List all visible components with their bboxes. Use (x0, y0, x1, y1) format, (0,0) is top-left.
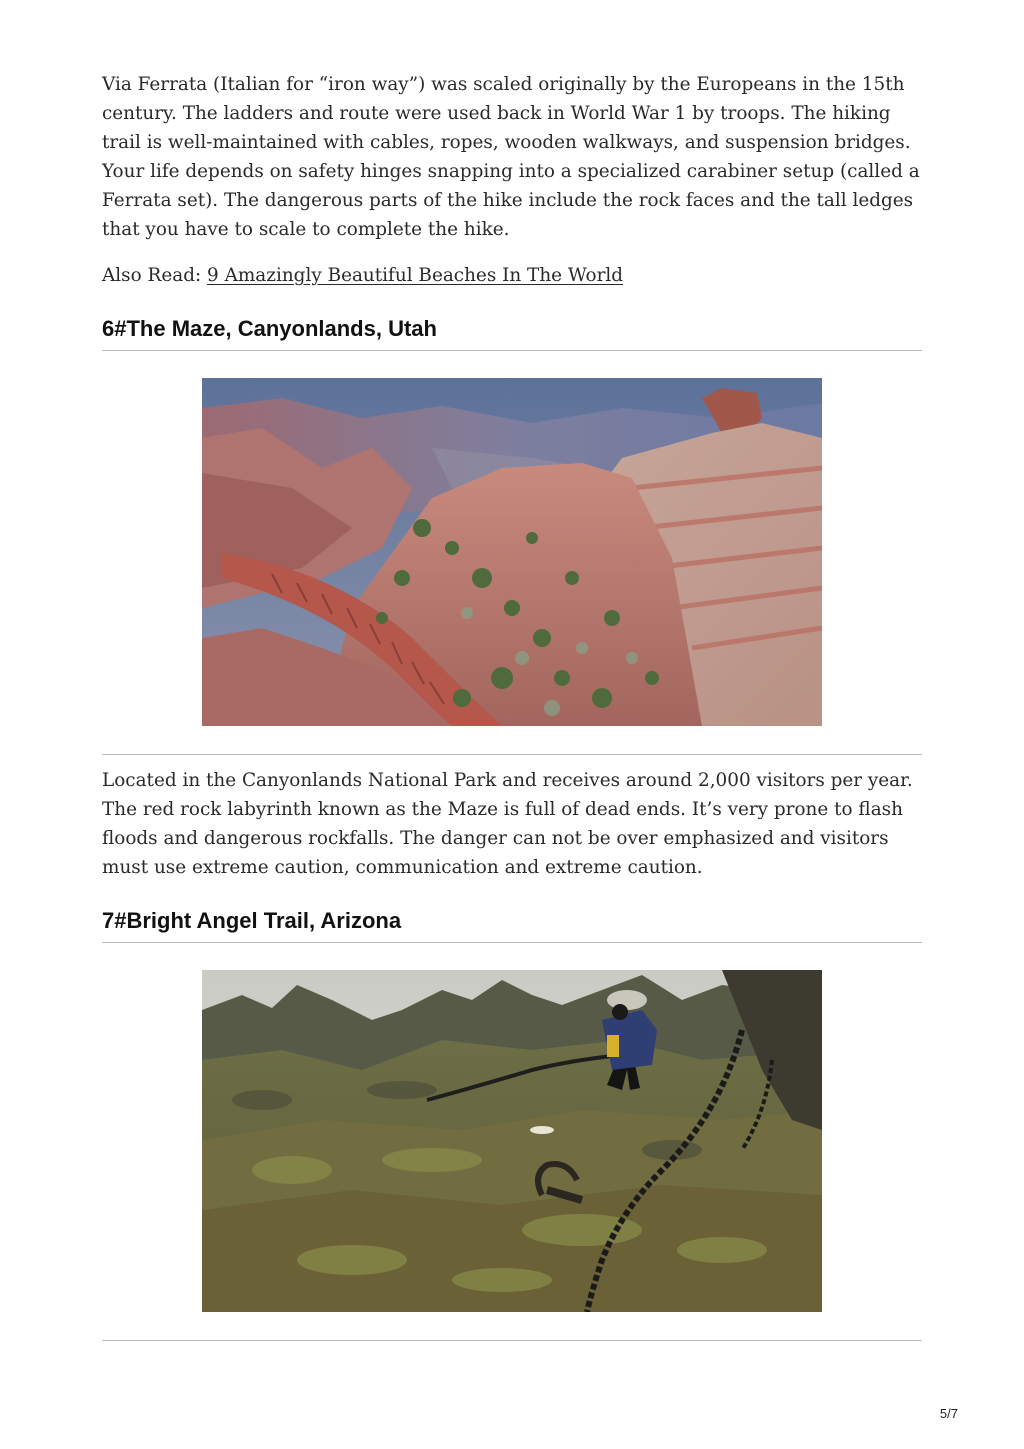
section-heading-maze: 6#The Maze, Canyonlands, Utah (102, 316, 922, 351)
also-read-link[interactable]: 9 Amazingly Beautiful Beaches In The World (207, 265, 624, 286)
section-heading-bright-angel: 7#Bright Angel Trail, Arizona (102, 908, 922, 943)
page-number: 5/7 (939, 1406, 958, 1421)
also-read-prefix: Also Read: (102, 265, 208, 286)
also-read-line (102, 261, 922, 290)
maze-photo-figure (102, 378, 922, 755)
article-body (102, 70, 922, 1341)
maze-paragraph: Located in the Canyonlands National Park and receives around 2,000 visitors per year. The red rock labyrinth known as the Maze is full of dead ends. It’s very prone to flash floods and dangerous rockfalls. The danger can not be over emphasized and visitors must use extreme caution, communication and extreme caution. (102, 770, 913, 878)
canyon-trail-photo (202, 378, 822, 726)
intro-paragraph: Via Ferrata (Italian for “iron way”) was scaled originally by the Europeans in the 15th century. The ladders and route were used back in World War 1 by troops. The hiking trail is well-maintained with cables, ropes, wooden walkways, and suspension bridges. Your life depends on safety hinges snapping into a specialized carabiner setup (called a Ferrata set). The dangerous parts of the hike include the rock faces and the tall ledges that you have to scale to complete the hike. (102, 74, 920, 240)
bright-angel-photo-figure (102, 970, 922, 1341)
chain-trail-photo (202, 970, 822, 1312)
